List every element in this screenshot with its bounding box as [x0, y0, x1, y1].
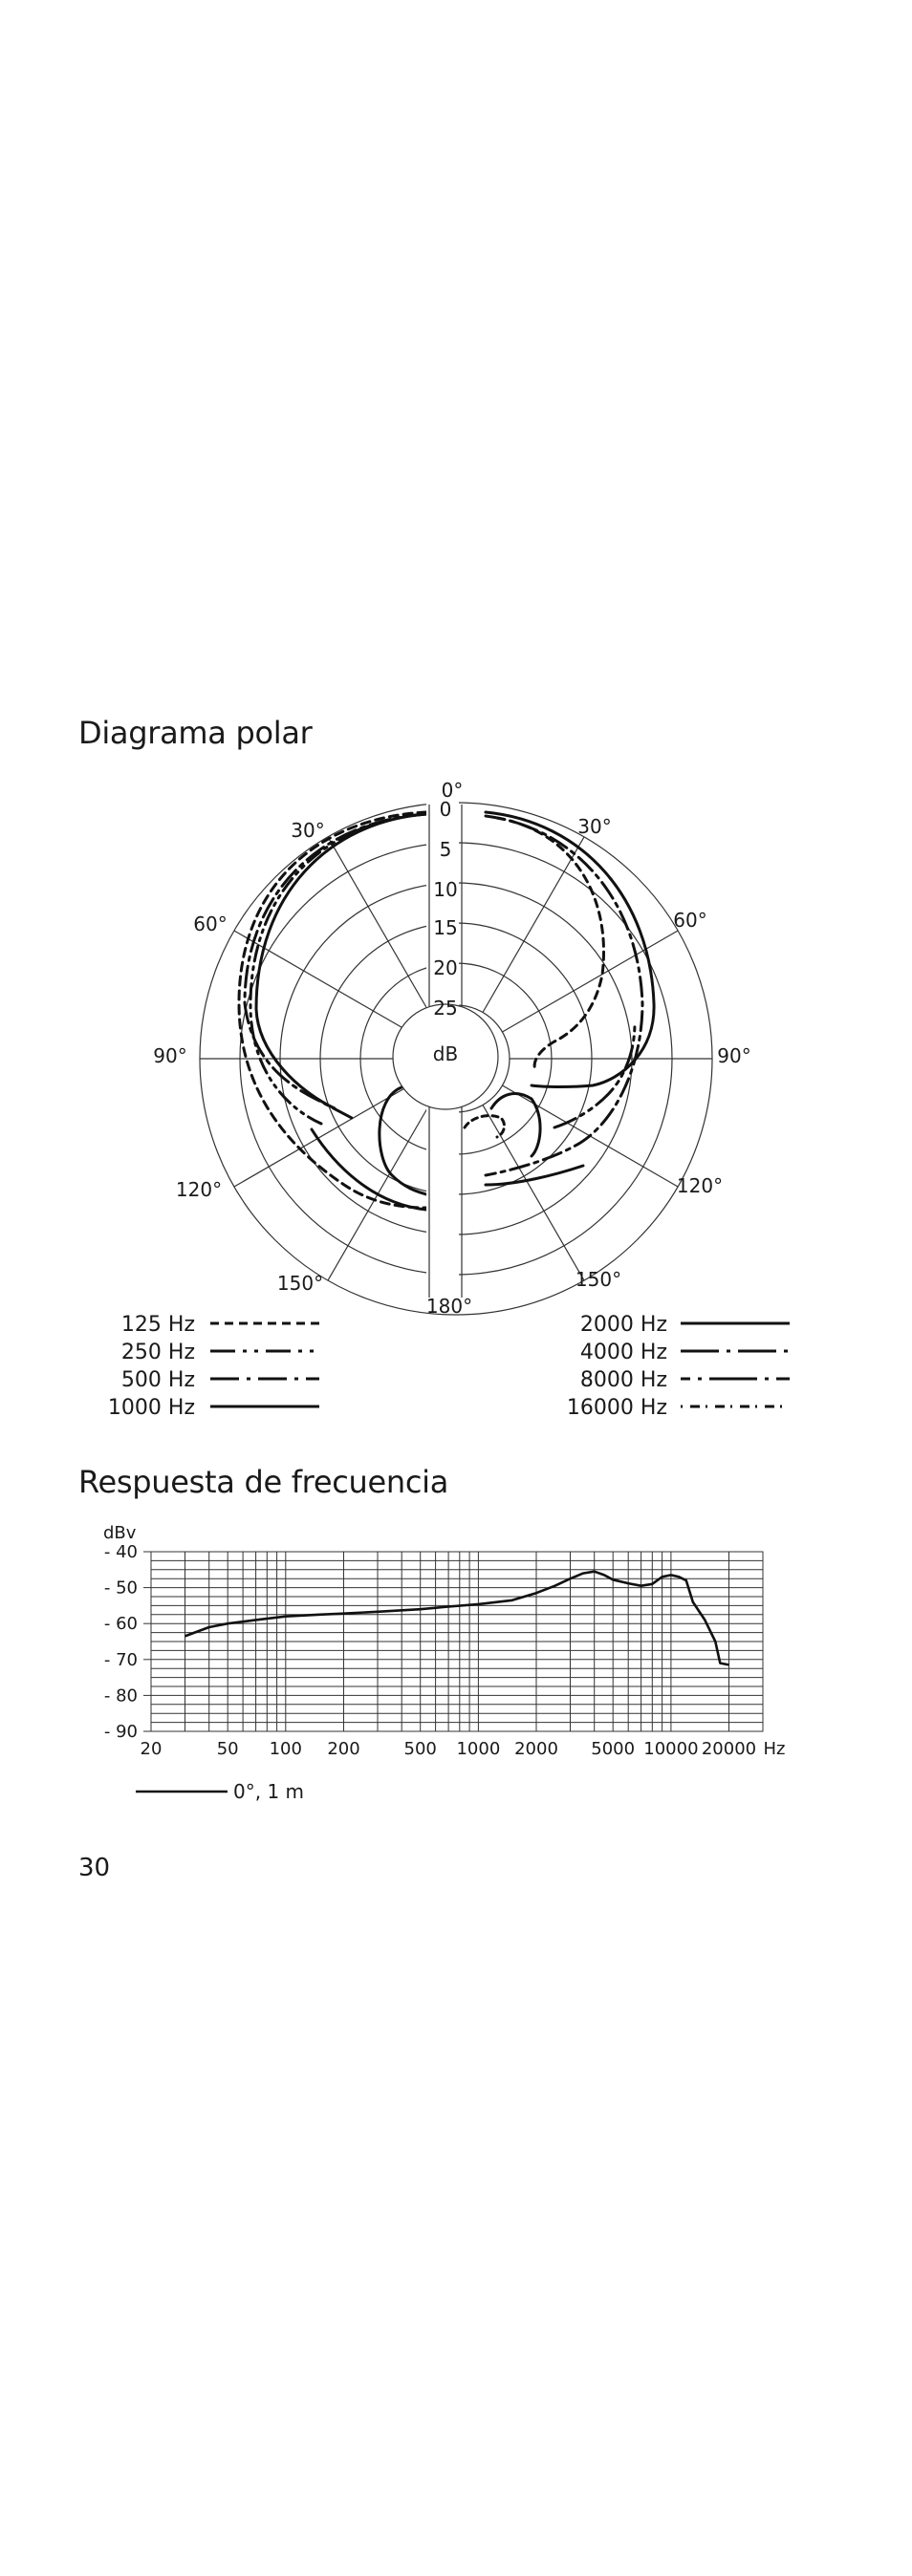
legend-label-250hz: 250 Hz	[120, 1341, 195, 1364]
page-number: 30	[78, 1854, 111, 1882]
polar-curve-125hz	[239, 812, 426, 1208]
angle-label-150-left: 150°	[276, 1272, 324, 1295]
polar-diagram	[0, 779, 912, 1318]
freq-x-tick-label: 500	[403, 1739, 437, 1759]
polar-diagram-heading: Diagrama polar	[78, 715, 313, 751]
angle-label-120-left: 120°	[175, 1178, 223, 1201]
angle-label-150-right: 150°	[575, 1268, 622, 1291]
polar-curve-inner-loop	[465, 1116, 504, 1137]
frequency-response-heading: Respuesta de frecuencia	[78, 1464, 449, 1500]
polar-spoke-330	[328, 837, 429, 1013]
legend-label-8000hz: 8000 Hz	[579, 1368, 667, 1392]
angle-label-0: 0°	[441, 779, 464, 802]
db-label-25: 25	[433, 997, 458, 1020]
db-label-5: 5	[439, 838, 452, 861]
freq-x-tick-labels	[141, 1739, 757, 1759]
angle-label-90-right: 90°	[717, 1044, 751, 1067]
polar-legend	[0, 1299, 912, 1424]
freq-x-tick-label: 20000	[701, 1739, 757, 1759]
legend-label-125hz: 125 Hz	[120, 1313, 195, 1337]
freq-x-tick-label: 50	[216, 1739, 239, 1759]
db-label-15: 15	[433, 916, 458, 939]
freq-y-tick-label: - 70	[103, 1649, 138, 1670]
freq-x-tick-label: 5000	[591, 1739, 636, 1759]
angle-label-60-left: 60°	[193, 912, 228, 935]
db-unit-label: dB	[432, 1042, 459, 1065]
freq-legend-label: 0°, 1 m	[233, 1780, 305, 1803]
freq-x-tick-label: 20	[140, 1739, 163, 1759]
freq-x-tick-label: 200	[327, 1739, 360, 1759]
freq-x-tick-label: 2000	[514, 1739, 558, 1759]
freq-y-unit: dBv	[103, 1523, 137, 1543]
angle-label-120-right: 120°	[676, 1174, 724, 1197]
db-label-10: 10	[433, 878, 458, 901]
freq-x-tick-label: 1000	[456, 1739, 501, 1759]
freq-y-tick-labels	[104, 1542, 151, 1742]
freq-y-tick-label: - 90	[103, 1722, 138, 1742]
polar-spoke-30	[483, 837, 584, 1013]
freq-x-tick-label: 100	[269, 1739, 302, 1759]
freq-y-tick-label: - 80	[103, 1685, 138, 1707]
angle-label-90-left: 90°	[153, 1044, 187, 1067]
freq-y-tick-label: - 50	[103, 1578, 138, 1599]
angle-label-180: 180°	[425, 1295, 473, 1318]
angle-label-60-right: 60°	[673, 909, 707, 932]
polar-curve-8000hz-right	[554, 1022, 635, 1127]
freq-grid	[151, 1552, 763, 1731]
polar-spoke-300	[234, 931, 410, 1032]
polar-spoke-150	[483, 1106, 584, 1281]
freq-y-tick-label: - 40	[103, 1542, 138, 1562]
freq-x-unit: Hz	[763, 1739, 786, 1759]
legend-label-1000hz: 1000 Hz	[107, 1396, 195, 1420]
freq-x-tick-label: 10000	[643, 1739, 699, 1759]
db-label-20: 20	[433, 956, 458, 979]
polar-curve-2000hz-right	[486, 812, 654, 1087]
angle-label-30-right: 30°	[577, 815, 612, 838]
frequency-response-chart	[0, 1519, 912, 1815]
freq-y-tick-label: - 60	[103, 1614, 138, 1635]
legend-label-500hz: 500 Hz	[120, 1368, 195, 1392]
db-label-0: 0	[439, 798, 452, 821]
legend-label-4000hz: 4000 Hz	[579, 1341, 667, 1364]
legend-label-16000hz: 16000 Hz	[566, 1396, 667, 1420]
angle-label-30-left: 30°	[291, 819, 325, 842]
legend-label-2000hz: 2000 Hz	[579, 1313, 667, 1337]
